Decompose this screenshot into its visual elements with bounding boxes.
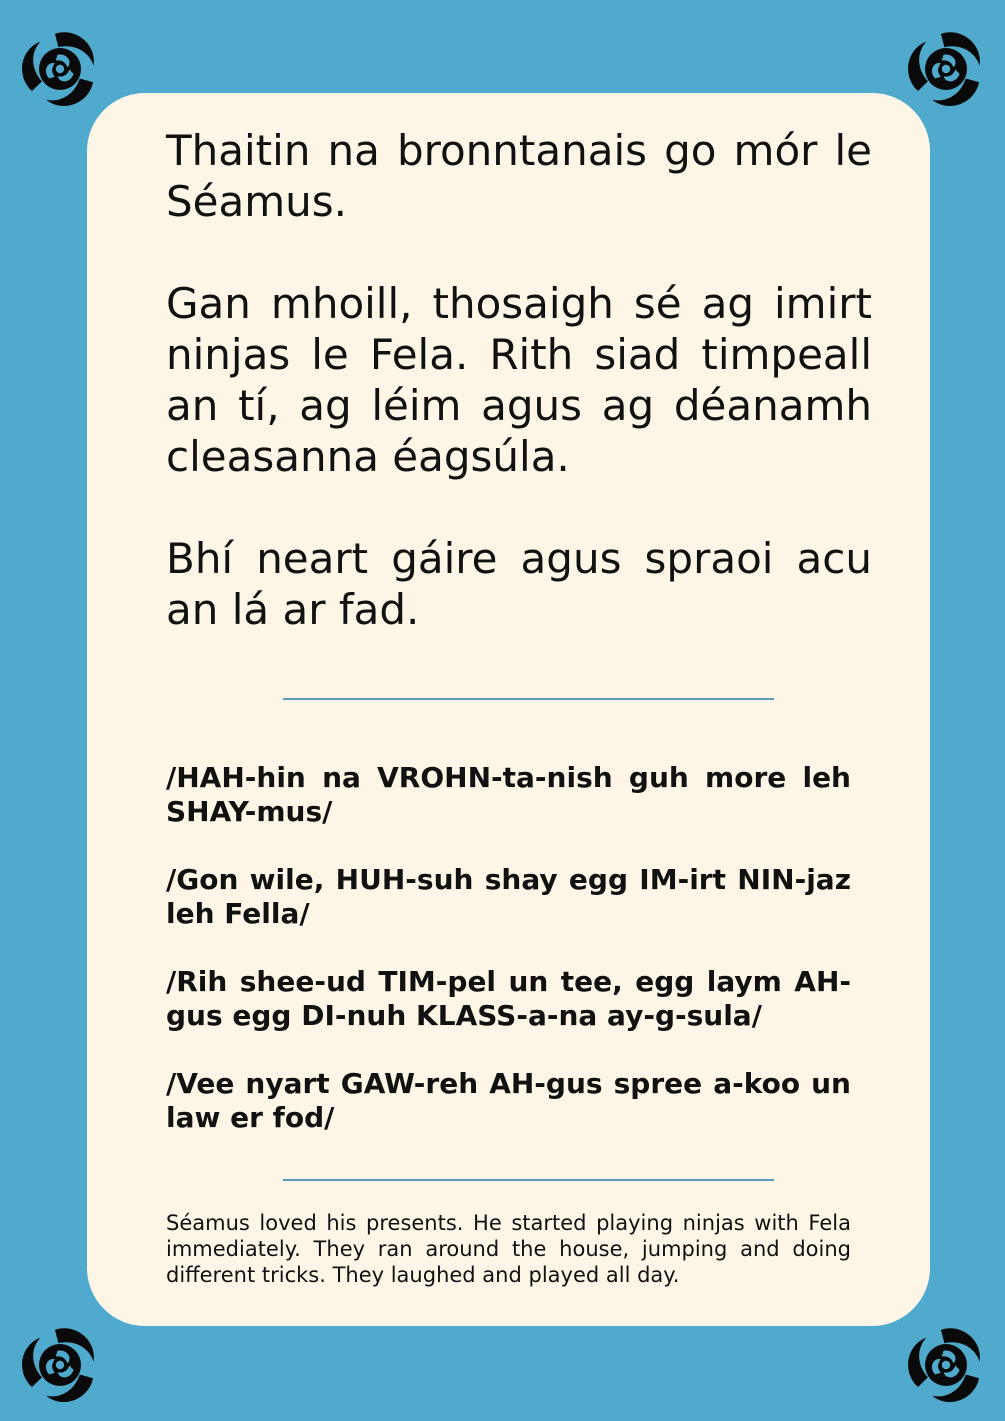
pronunciation-line: /Gon wile, HUH-suh shay egg IM-irt NIN-jaz leh Fella/ [166,863,851,930]
english-paragraph: Séamus loved his presents. He started playing ninjas with Fela immediately. They ran around the house, jumping and doing different tricks. They laughed and played all day. [166,1211,851,1287]
tomoe-swirl-icon [904,27,988,111]
irish-paragraph: Gan mhoill, thosaigh sé ag imirt ninjas le Fela. Rith siad timpeall an tí, ag léim agus ag déanamh cleasanna éagsúla. [166,279,872,481]
tomoe-swirl-icon [18,27,102,111]
pronunciation-guide [166,761,851,1135]
story-card [87,93,930,1326]
tomoe-swirl-icon [904,1323,988,1407]
divider [283,1179,774,1181]
pronunciation-line: /Rih shee-ud TIM-pel un tee, egg laym AH-gus egg DI-nuh KLASS-a-na ay-g-sula/ [166,965,851,1032]
irish-paragraph: Bhí neart gáire agus spraoi acu an lá ar fad. [166,534,872,634]
tomoe-swirl-icon [18,1323,102,1407]
pronunciation-line: /Vee nyart GAW-reh AH-gus spree a-koo un law er fod/ [166,1067,851,1134]
irish-paragraph: Thaitin na bronntanais go mór le Séamus. [166,126,872,226]
pronunciation-line: /HAH-hin na VROHN-ta-nish guh more leh SHAY-mus/ [166,761,851,828]
irish-text [166,125,872,635]
divider [283,698,774,700]
english-translation [166,1210,851,1288]
